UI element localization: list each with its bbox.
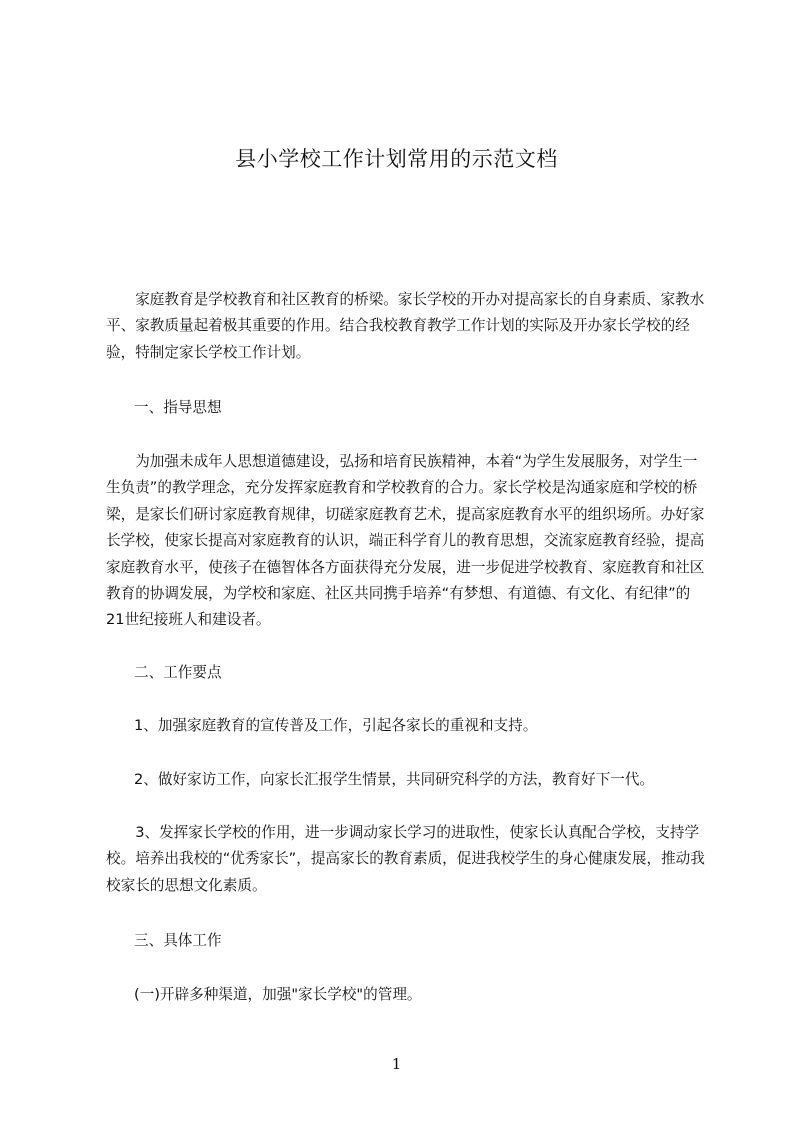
intro-paragraph: 家庭教育是学校教育和社区教育的桥梁。家长学校的开办对提高家长的自身素质、家教水平、家教质量起着极其重要的作用。结合我校教育教学工作计划的实际及开办家长学校的经验，特制定家长学校工作计划。 [106,291,705,361]
subsection-heading-1: (一)开辟多种渠道，加强"家长学校"的管理。 [134,986,422,1003]
work-point-3: 3、发挥家长学校的作用，进一步调动家长学习的进取性，使家长认真配合学校，支持学校。培养出我校的“优秀家长”，提高家长的教育素质，促进我校学生的身心健康发展，推动我校家长的思想文化素质。 [106,824,705,894]
section-heading-guiding-thought: 一、指导思想 [134,399,222,416]
guiding-thought-paragraph: 为加强未成年人思想道德建设，弘扬和培育民族精神，本着“为学生发展服务，对学生一生负责”的教学理念，充分发挥家庭教育和学校教育的合力。家长学校是沟通家庭和学校的桥梁，是家长们研讨家庭教育规律，切磋家庭教育艺术，提高家庭教育水平的组织场所。办好家长学校，使家长提高对家庭教育的认识，端正科学育儿的教育思想，交流家庭教育经验，提高家庭教育水平，使孩子在德智体各方面获得充分发展，进一步促进学校教育、家庭教育和社区教育的协调发展，为学校和家庭、社区共同携手培养“有梦想、有道德、有文化、有纪律”的21世纪接班人和建设者。 [106,453,705,629]
section-heading-specific-work: 三、具体工作 [134,932,222,949]
document-title: 县小学校工作计划常用的示范文档 [235,147,558,171]
page-number: 1 [391,1055,402,1073]
work-point-2: 2、做好家访工作，向家长汇报学生情景，共同研究科学的方法，教育好下一代。 [134,771,655,788]
section-heading-work-points: 二、工作要点 [134,664,222,681]
work-point-1: 1、加强家庭教育的宣传普及工作，引起各家长的重视和支持。 [134,717,538,734]
